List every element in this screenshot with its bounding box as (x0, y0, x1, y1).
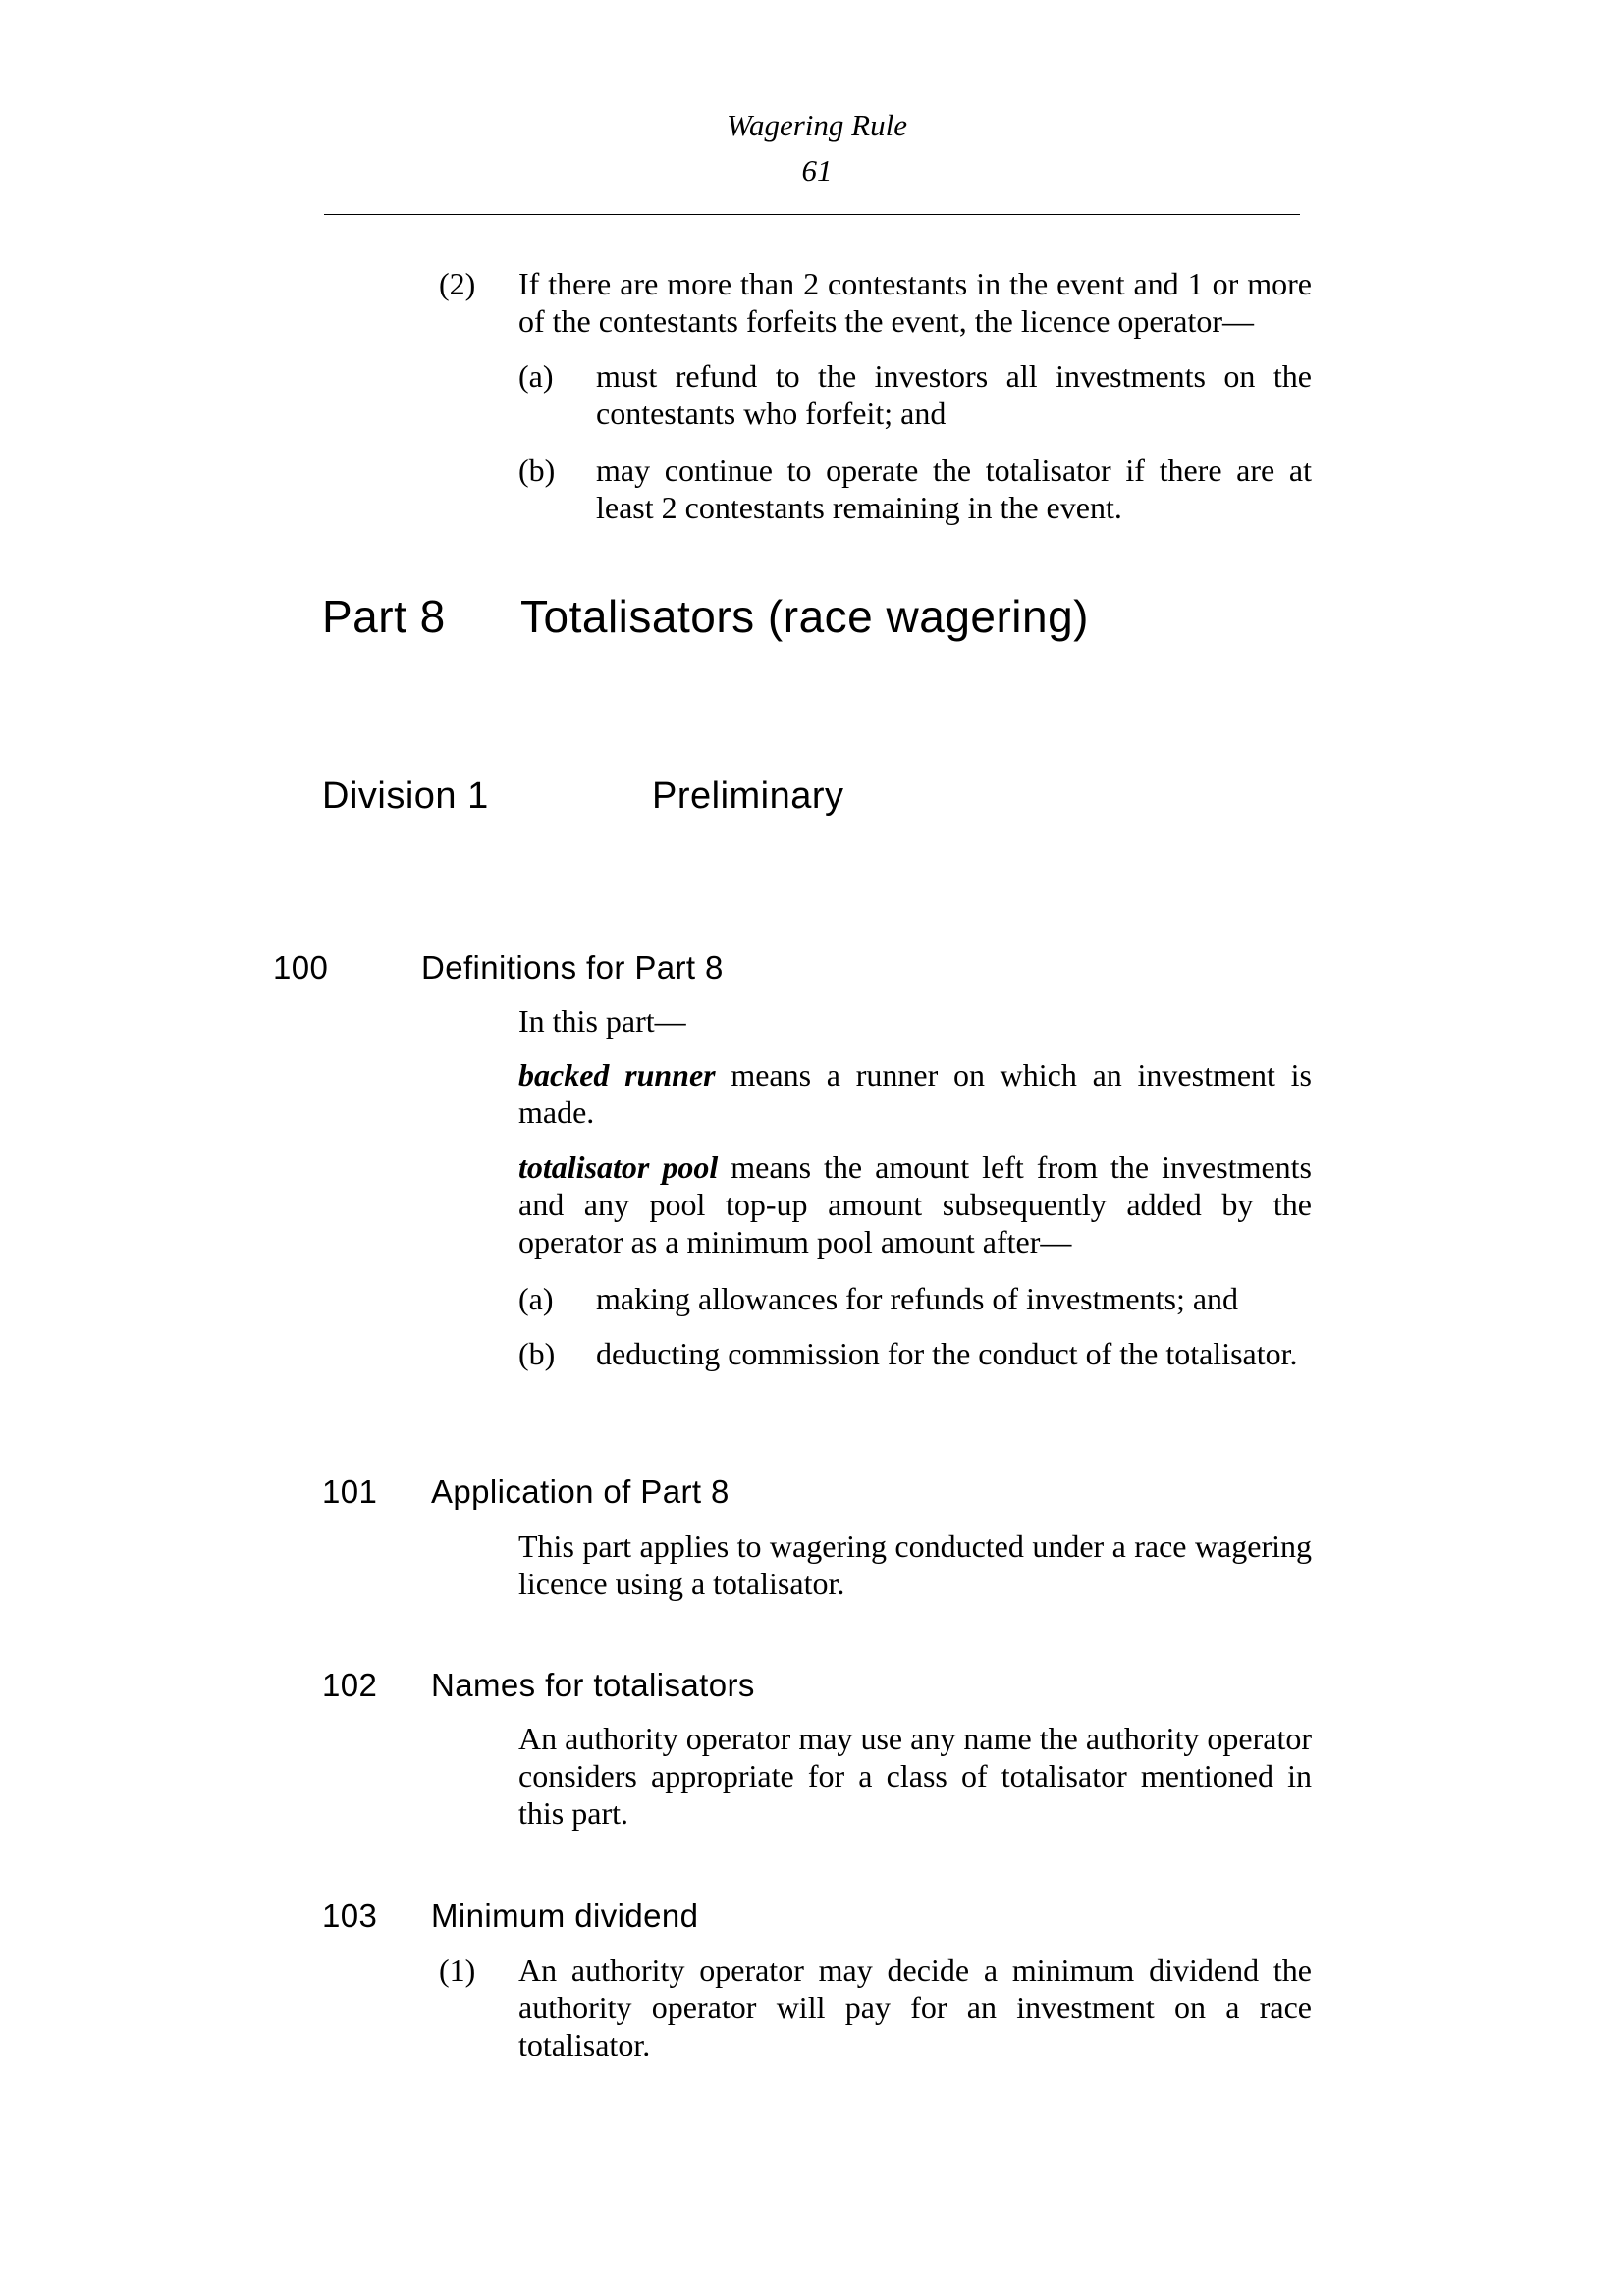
section-number: 101 (322, 1473, 378, 1510)
section-title: Application of Part 8 (431, 1473, 730, 1510)
paragraph-text: deducting commission for the conduct of the totalisator. (596, 1336, 1298, 1371)
section-number: 103 (322, 1897, 378, 1934)
section-text: An authority operator may use any name the authority operator considers appropriate for a class of totalisator mentioned in this part. (518, 1721, 1312, 1831)
subsection-text: If there are more than 2 contestants in the event and 1 or more of the contestants forfeits the event, the licence operator— (518, 266, 1312, 339)
section-number: 102 (322, 1667, 378, 1703)
section-text: This part applies to wagering conducted under a race wagering licence using a totalisator. (518, 1528, 1312, 1601)
paragraph-label: (a) (518, 358, 554, 394)
definition-text: means a runner on which an investment is made. (518, 1057, 1313, 1130)
page-number: 61 (801, 153, 833, 187)
part-title: Totalisators (race wagering) (520, 591, 1090, 642)
definitions-intro: In this part— (518, 1003, 686, 1039)
paragraph-label: (b) (518, 1336, 556, 1371)
section-number: 100 (273, 949, 329, 986)
definition-text: means the amount left from the investments and any pool top-up amount subsequently added by the operator as a minimum pool amount after— (518, 1149, 1313, 1259)
subsection-number: (1) (439, 1952, 476, 1988)
header-divider (324, 214, 1300, 215)
definition-totalisator-pool (518, 1148, 1312, 1260)
defined-term: totalisator pool (518, 1149, 719, 1185)
division-label: Division 1 (322, 775, 489, 817)
subsection-text: An authority operator may decide a minimum dividend the authority operator will pay for an investment on a race totalisator. (518, 1952, 1312, 2062)
part-label: Part 8 (322, 591, 446, 642)
paragraph-label: (b) (518, 453, 556, 488)
section-title: Minimum dividend (431, 1897, 699, 1934)
section-title: Names for totalisators (431, 1667, 755, 1703)
paragraph-text: must refund to the investors all investments on the contestants who forfeit; and (596, 358, 1312, 431)
defined-term: backed runner (518, 1057, 716, 1093)
running-header-title: Wagering Rule (727, 108, 907, 142)
division-title: Preliminary (652, 775, 844, 817)
paragraph-label: (a) (518, 1281, 554, 1316)
paragraph-text: making allowances for refunds of investments; and (596, 1281, 1239, 1316)
subsection-number: (2) (439, 266, 476, 301)
section-title: Definitions for Part 8 (421, 949, 724, 986)
definition-backed-runner (518, 1056, 1312, 1131)
paragraph-text: may continue to operate the totalisator if there are at least 2 contestants remaining in the event. (596, 453, 1312, 525)
